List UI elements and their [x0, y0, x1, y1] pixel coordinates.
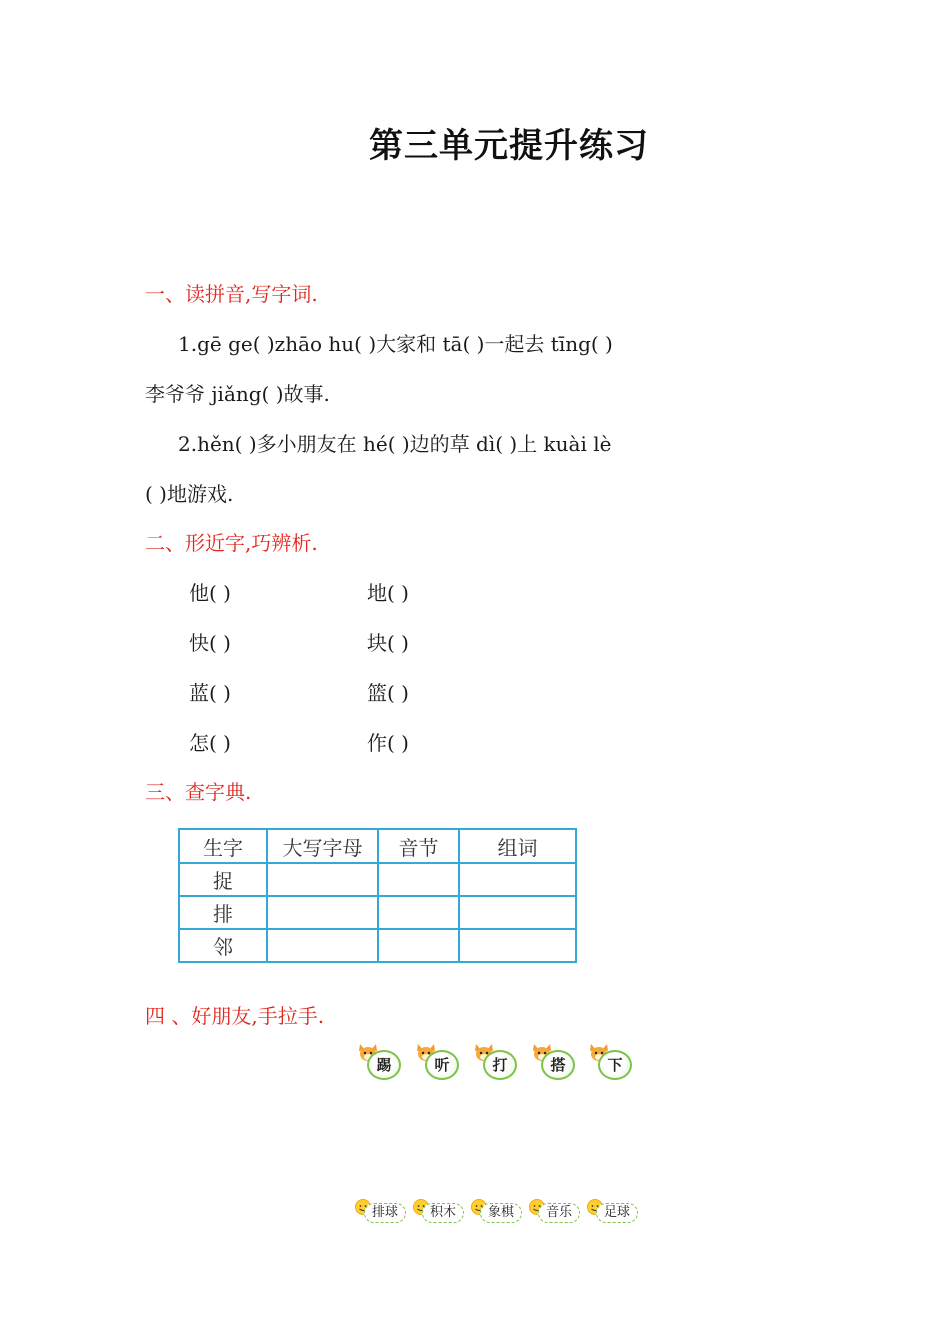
similar-char-left: 怎( ) — [189, 731, 231, 755]
table-cell-blank[interactable] — [378, 929, 459, 962]
verb-label: 打 — [483, 1050, 517, 1080]
verb-label: 下 — [598, 1050, 632, 1080]
section-2-heading: 二、形近字,巧辨析. — [145, 531, 318, 555]
similar-char-right: 块( ) — [367, 631, 409, 655]
noun-label: 排球 — [364, 1203, 406, 1223]
similar-char-right: 篮( ) — [367, 681, 409, 705]
verb-label: 踢 — [367, 1050, 401, 1080]
verb-bubble[interactable] — [473, 1042, 525, 1082]
noun-chip[interactable] — [354, 1198, 406, 1224]
q2-line-1: 2.hěn( )多小朋友在 hé( )边的草 dì( )上 kuài lè — [178, 432, 612, 456]
dictionary-table — [178, 828, 577, 963]
table-cell-blank[interactable] — [459, 929, 576, 962]
table-row — [179, 863, 576, 896]
q2-line-2: ( )地游戏. — [145, 482, 234, 506]
table-row — [179, 929, 576, 962]
column-header: 组词 — [459, 829, 576, 863]
noun-chip[interactable] — [528, 1198, 580, 1224]
column-header: 生字 — [179, 829, 267, 863]
table-cell-blank[interactable] — [267, 929, 378, 962]
noun-label: 积木 — [422, 1203, 464, 1223]
table-cell-char: 排 — [179, 896, 267, 929]
table-header-row — [179, 829, 576, 863]
table-row — [179, 896, 576, 929]
q1-line-1: 1.gē ge( )zhāo hu( )大家和 tā( )一起去 tīng( ) — [178, 332, 613, 356]
table-cell-blank[interactable] — [267, 896, 378, 929]
verb-label: 听 — [425, 1050, 459, 1080]
column-header: 音节 — [378, 829, 459, 863]
section-4-heading: 四 、好朋友,手拉手. — [145, 1004, 325, 1028]
table-cell-blank[interactable] — [267, 863, 378, 896]
noun-label: 音乐 — [538, 1203, 580, 1223]
similar-char-left: 快( ) — [189, 631, 231, 655]
noun-chip[interactable] — [470, 1198, 522, 1224]
page-title: 第三单元提升练习 — [369, 126, 649, 166]
section-1-heading: 一、读拼音,写字词. — [145, 282, 318, 306]
noun-chip[interactable] — [586, 1198, 638, 1224]
verb-bubble[interactable] — [415, 1042, 467, 1082]
table-cell-char: 捉 — [179, 863, 267, 896]
similar-char-right: 作( ) — [367, 731, 409, 755]
verb-bubble[interactable] — [357, 1042, 409, 1082]
similar-char-left: 蓝( ) — [189, 681, 231, 705]
table-cell-blank[interactable] — [459, 896, 576, 929]
table-cell-blank[interactable] — [378, 863, 459, 896]
noun-chip[interactable] — [412, 1198, 464, 1224]
verb-bubble[interactable] — [531, 1042, 583, 1082]
noun-label: 象棋 — [480, 1203, 522, 1223]
table-cell-blank[interactable] — [378, 896, 459, 929]
noun-label: 足球 — [596, 1203, 638, 1223]
table-cell-char: 邻 — [179, 929, 267, 962]
q1-line-2: 李爷爷 jiǎng( )故事. — [145, 382, 330, 406]
section-3-heading: 三、查字典. — [145, 780, 252, 804]
table-cell-blank[interactable] — [459, 863, 576, 896]
similar-char-left: 他( ) — [189, 581, 231, 605]
verb-bubble[interactable] — [588, 1042, 640, 1082]
verb-label: 搭 — [541, 1050, 575, 1080]
column-header: 大写字母 — [267, 829, 378, 863]
similar-char-right: 地( ) — [367, 581, 409, 605]
